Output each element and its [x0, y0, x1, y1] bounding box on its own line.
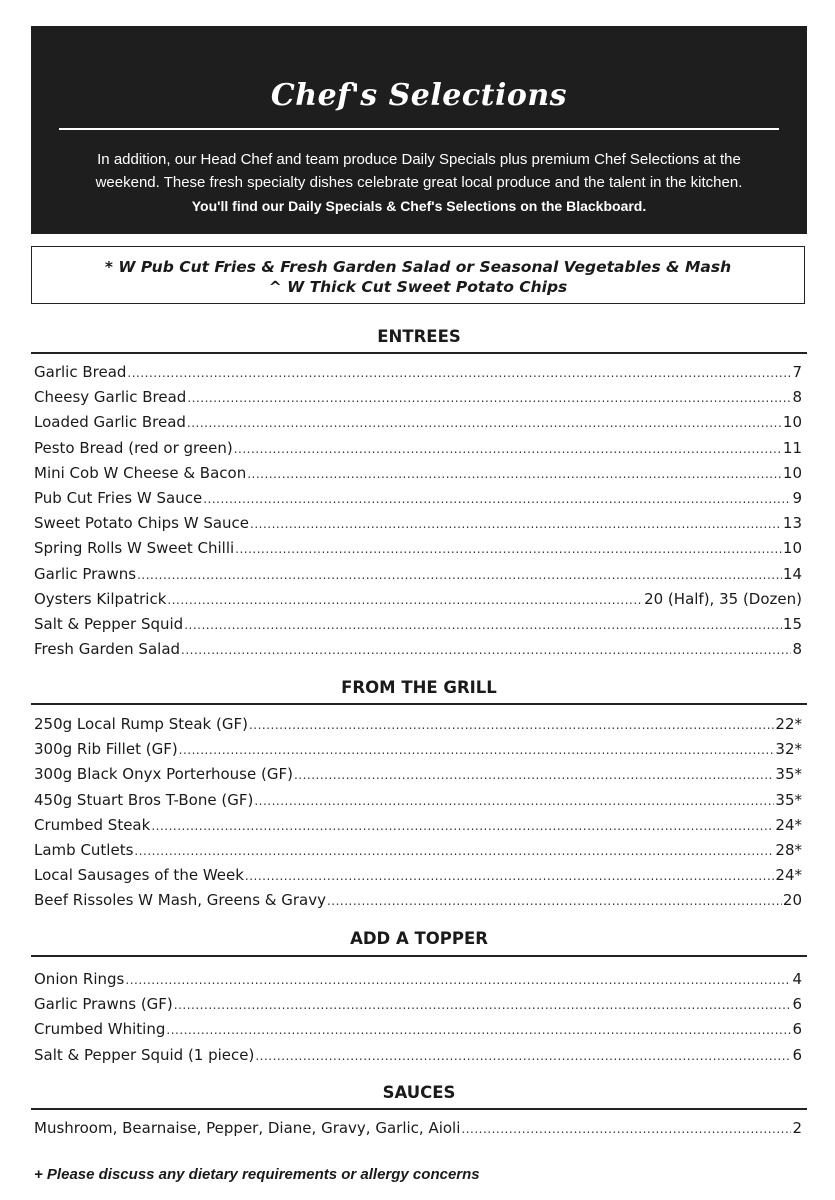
- menu-item-price: 2: [792, 1119, 802, 1137]
- dot-leader: [187, 391, 791, 405]
- menu-item-price: 28*: [775, 840, 802, 859]
- menu-item-row: [34, 765, 802, 790]
- menu-item-row: [34, 740, 802, 765]
- menu-item-row: [34, 866, 802, 891]
- menu-item-name: Cheesy Garlic Bread: [34, 388, 187, 407]
- menu-item-row: [34, 791, 802, 816]
- banner-note: You'll find our Daily Specials & Chef's Selections on the Blackboard.: [191, 198, 647, 214]
- menu-item-name: Beef Rissoles W Mash, Greens & Gravy: [34, 891, 326, 910]
- menu-item-name: Local Sausages of the Week: [34, 866, 244, 885]
- menu-item-price: 11: [782, 438, 802, 457]
- dot-leader: [125, 973, 791, 987]
- menu-item-row: [34, 1046, 802, 1071]
- dot-leader: [203, 492, 791, 506]
- sauces-list: [34, 1119, 802, 1144]
- menu-item-row: [34, 489, 802, 514]
- banner-description: [45, 148, 793, 194]
- menu-item-price: 15: [782, 614, 802, 633]
- menu-item-row: [34, 816, 802, 841]
- menu-item-row: [34, 514, 802, 539]
- menu-item-name: Crumbed Steak: [34, 815, 151, 834]
- dot-leader: [184, 618, 782, 632]
- dot-leader: [166, 1023, 791, 1037]
- dietary-footnote: + Please discuss any dietary requirements or allergy concerns: [34, 1166, 480, 1183]
- sides-legend-line: * W Pub Cut Fries & Fresh Garden Salad or Seasonal Vegetables & Mash: [104, 258, 732, 276]
- dot-leader: [127, 366, 791, 380]
- menu-item-price: 7: [792, 363, 802, 381]
- dot-leader: [247, 467, 782, 481]
- menu-item-row: [34, 363, 802, 388]
- dot-leader: [235, 542, 782, 556]
- chefs-selections-banner: [31, 26, 807, 234]
- menu-item-price: 35*: [775, 765, 802, 784]
- menu-item-name: Mushroom, Bearnaise, Pepper, Diane, Gravy, Garlic, Aioli: [34, 1119, 461, 1137]
- dot-leader: [254, 794, 774, 808]
- section-title-entrees: ENTREES: [377, 327, 461, 346]
- menu-item-row: [34, 388, 802, 413]
- banner-description-line: In addition, our Head Chef and team produce Daily Specials plus premium Chef Selections at the: [97, 151, 741, 168]
- sides-legend-line: ^ W Thick Cut Sweet Potato Chips: [268, 278, 568, 296]
- menu-item-name: Sweet Potato Chips W Sauce: [34, 514, 250, 533]
- menu-item-price: 13: [782, 514, 802, 533]
- dot-leader: [134, 844, 774, 858]
- menu-item-price: 8: [792, 388, 802, 407]
- menu-item-name: Onion Rings: [34, 970, 125, 988]
- menu-item-price: 24*: [775, 815, 802, 834]
- menu-item-row: [34, 970, 802, 995]
- menu-item-price: 6: [792, 995, 802, 1014]
- menu-item-row: [34, 995, 802, 1020]
- menu-item-price: 10: [782, 539, 802, 558]
- menu-item-price: 6: [792, 1020, 802, 1039]
- dot-leader: [174, 998, 792, 1012]
- section-divider: [31, 703, 807, 705]
- menu-item-price: 20 (Half), 35 (Dozen): [644, 589, 802, 608]
- menu-item-name: 250g Local Rump Steak (GF): [34, 715, 248, 733]
- section-title-sauces: SAUCES: [382, 1083, 456, 1102]
- menu-item-name: Pub Cut Fries W Sauce: [34, 488, 203, 507]
- dot-leader: [234, 442, 782, 456]
- section-divider: [31, 352, 807, 354]
- dot-leader: [181, 643, 791, 657]
- menu-item-name: Garlic Bread: [34, 363, 127, 381]
- menu-item-name: Garlic Prawns: [34, 564, 137, 583]
- menu-item-name: Salt & Pepper Squid (1 piece): [34, 1045, 255, 1064]
- menu-item-price: 10: [782, 463, 802, 482]
- menu-item-price: 9: [792, 488, 802, 507]
- menu-item-row: [34, 841, 802, 866]
- dot-leader: [294, 768, 774, 782]
- menu-item-price: 22*: [775, 715, 802, 733]
- menu-item-name: Oysters Kilpatrick: [34, 589, 167, 608]
- menu-item-price: 24*: [775, 866, 802, 885]
- menu-item-row: [34, 590, 802, 615]
- topper-list: [34, 970, 802, 1071]
- sides-legend-box: [31, 246, 805, 304]
- menu-item-price: 20: [782, 891, 802, 910]
- dot-leader: [327, 894, 782, 908]
- entrees-list: [34, 363, 802, 665]
- menu-item-row: [34, 715, 802, 740]
- dot-leader: [255, 1049, 791, 1063]
- dot-leader: [137, 568, 782, 582]
- dot-leader: [179, 743, 775, 757]
- menu-item-row: [34, 539, 802, 564]
- menu-item-name: Salt & Pepper Squid: [34, 614, 184, 633]
- menu-item-name: 450g Stuart Bros T-Bone (GF): [34, 790, 254, 809]
- dot-leader: [151, 819, 774, 833]
- menu-item-name: Pesto Bread (red or green): [34, 438, 233, 457]
- menu-item-name: Crumbed Whiting: [34, 1020, 166, 1039]
- menu-item-row: [34, 439, 802, 464]
- menu-item-price: 8: [792, 640, 802, 659]
- menu-item-name: Fresh Garden Salad: [34, 640, 181, 659]
- menu-item-price: 6: [792, 1045, 802, 1064]
- menu-item-row: [34, 1119, 802, 1144]
- menu-item-row: [34, 1020, 802, 1045]
- menu-item-price: 32*: [775, 740, 802, 759]
- menu-item-row: [34, 464, 802, 489]
- menu-item-price: 10: [782, 413, 802, 432]
- menu-item-name: Spring Rolls W Sweet Chilli: [34, 539, 235, 558]
- menu-item-name: Garlic Prawns (GF): [34, 995, 173, 1014]
- dot-leader: [250, 517, 782, 531]
- menu-item-price: 35*: [775, 790, 802, 809]
- banner-title: Chef's Selections: [270, 78, 568, 113]
- menu-item-row: [34, 891, 802, 916]
- menu-item-price: 14: [782, 564, 802, 583]
- section-divider: [31, 955, 807, 957]
- menu-item-row: [34, 413, 802, 438]
- menu-item-price: 4: [792, 970, 802, 988]
- section-divider: [31, 1108, 807, 1110]
- menu-item-name: 300g Rib Fillet (GF): [34, 740, 178, 759]
- dot-leader: [461, 1122, 791, 1136]
- menu-item-row: [34, 615, 802, 640]
- grill-list: [34, 715, 802, 917]
- menu-item-name: Loaded Garlic Bread: [34, 413, 186, 432]
- section-title-topper: ADD A TOPPER: [350, 929, 488, 948]
- menu-item-row: [34, 640, 802, 665]
- menu-item-name: Mini Cob W Cheese & Bacon: [34, 463, 247, 482]
- banner-description-line: weekend. These fresh specialty dishes celebrate great local produce and the talent in the kitchen.: [95, 174, 743, 191]
- menu-item-row: [34, 565, 802, 590]
- banner-divider: [59, 128, 779, 130]
- dot-leader: [249, 718, 774, 732]
- menu-item-name: Lamb Cutlets: [34, 840, 134, 859]
- menu-item-name: 300g Black Onyx Porterhouse (GF): [34, 765, 293, 784]
- dot-leader: [187, 416, 782, 430]
- dot-leader: [167, 593, 643, 607]
- dot-leader: [245, 869, 774, 883]
- section-title-grill: FROM THE GRILL: [341, 678, 497, 697]
